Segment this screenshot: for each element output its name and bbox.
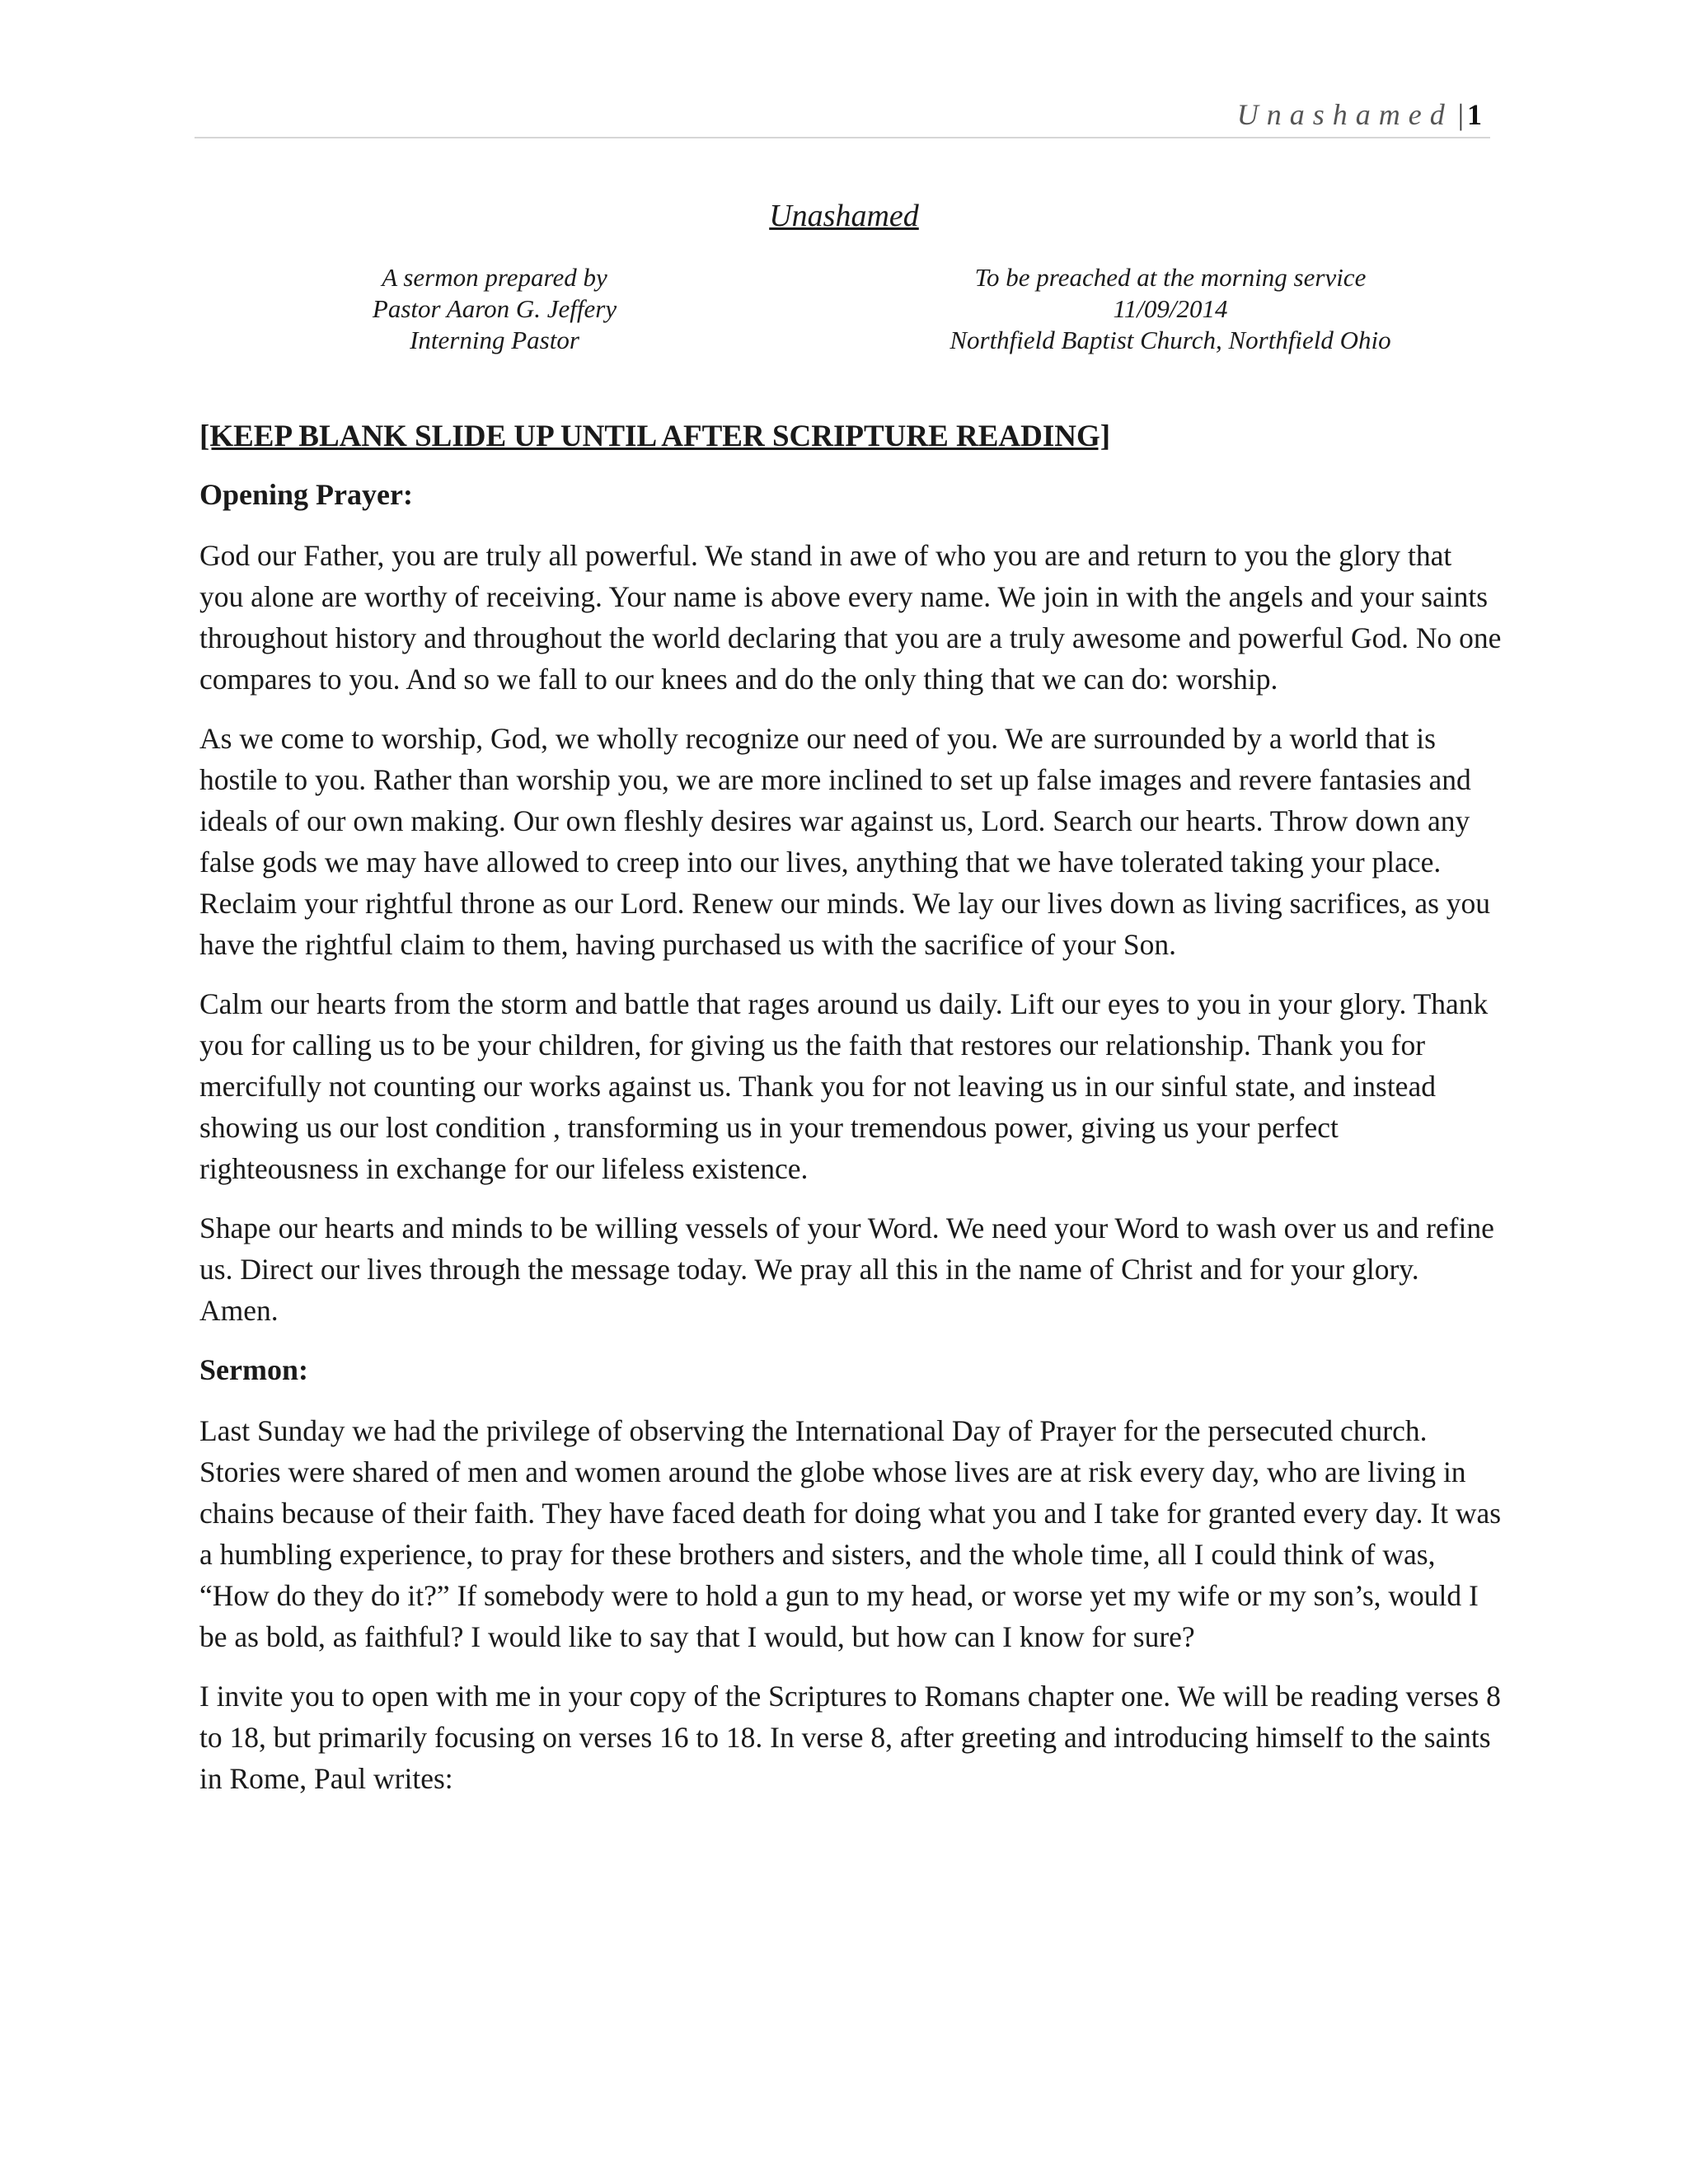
running-header-separator: | bbox=[1457, 98, 1464, 131]
slide-instruction: [KEEP BLANK SLIDE UP UNTIL AFTER SCRIPTURE READING] bbox=[199, 419, 1111, 453]
byline-line: Pastor Aaron G. Jeffery bbox=[372, 294, 617, 323]
page-number: 1 bbox=[1467, 98, 1482, 131]
byline-line: A sermon prepared by bbox=[382, 263, 607, 292]
prayer-paragraph: As we come to worship, God, we wholly recognize our need of you. We are surrounded by a world that is hostile to you. Rather than worship you, we are more inclined to set up false images and revere fantasies and ideals of our own making. Our own fleshly desires war against us, Lord. Search our hearts. Throw down any false gods we may have allowed to creep into our lives, anything that we have tolerated taking your place. Reclaim your rightful throne as our Lord. Renew our minds. We lay our lives down as living sacrifices, as you have the rightful claim to them, having purchased us with the sacrifice of your Son. bbox=[199, 722, 1491, 961]
prayer-paragraph: Calm our hearts from the storm and battle that rages around us daily. Lift our eyes to you in your glory. Thank you for calling us to be your children, for giving us the faith that restores our relationship. Thank you for mercifully not counting our works against us. Thank you for not leaving us in our sinful state, and instead showing us our lost condition , transforming us in your tremendous power, giving us your perfect righteousness in exchange for our lifeless existence. bbox=[199, 987, 1489, 1185]
document-body bbox=[199, 416, 1502, 1817]
byline-line: To be preached at the morning service bbox=[974, 263, 1367, 292]
opening-prayer-heading: Opening Prayer: bbox=[199, 478, 413, 511]
byline-service-block bbox=[907, 262, 1434, 356]
byline-line: Interning Pastor bbox=[410, 326, 579, 354]
running-header bbox=[1237, 97, 1482, 132]
header-divider bbox=[195, 137, 1490, 138]
prayer-paragraph: Shape our hearts and minds to be willing vessels of your Word. We need your Word to wash over us and refine us. Direct our lives through the message today. We pray all this in the name of Christ and for your glory. Amen. bbox=[199, 1212, 1494, 1327]
running-header-title: Unashamed bbox=[1236, 98, 1453, 131]
sermon-heading: Sermon: bbox=[199, 1353, 308, 1386]
byline-line: 11/09/2014 bbox=[1113, 294, 1228, 323]
byline-author-block bbox=[330, 262, 659, 356]
byline-line: Northfield Baptist Church, Northfield Ohio bbox=[950, 326, 1391, 354]
sermon-paragraph: Last Sunday we had the privilege of observing the International Day of Prayer for the persecuted church. Stories were shared of men and women around the globe whose lives are at risk every day, who are living in chains because of their faith. They have faced death for doing what you and I take for granted every day. It was a humbling experience, to pray for these brothers and sisters, and the whole time, all I could think of was, “How do they do it?” If somebody were to hold a gun to my head, or worse yet my wife or my son’s, would I be as bold, as faithful? I would like to say that I would, but how can I know for sure? bbox=[199, 1414, 1502, 1653]
sermon-paragraph: I invite you to open with me in your copy of the Scriptures to Romans chapter one. We will be reading verses 8 to 18, but primarily focusing on verses 16 to 18. In verse 8, after greeting and introducing himself to the saints in Rome, Paul writes: bbox=[199, 1680, 1501, 1795]
prayer-paragraph: God our Father, you are truly all powerful. We stand in awe of who you are and return to you the glory that you alone are worthy of receiving. Your name is above every name. We join in with the angels and your saints throughout history and throughout the world declaring that you are a truly awesome and powerful God. No one compares to you. And so we fall to our knees and do the only thing that we can do: worship. bbox=[199, 539, 1502, 696]
document-title: Unashamed bbox=[769, 199, 919, 233]
